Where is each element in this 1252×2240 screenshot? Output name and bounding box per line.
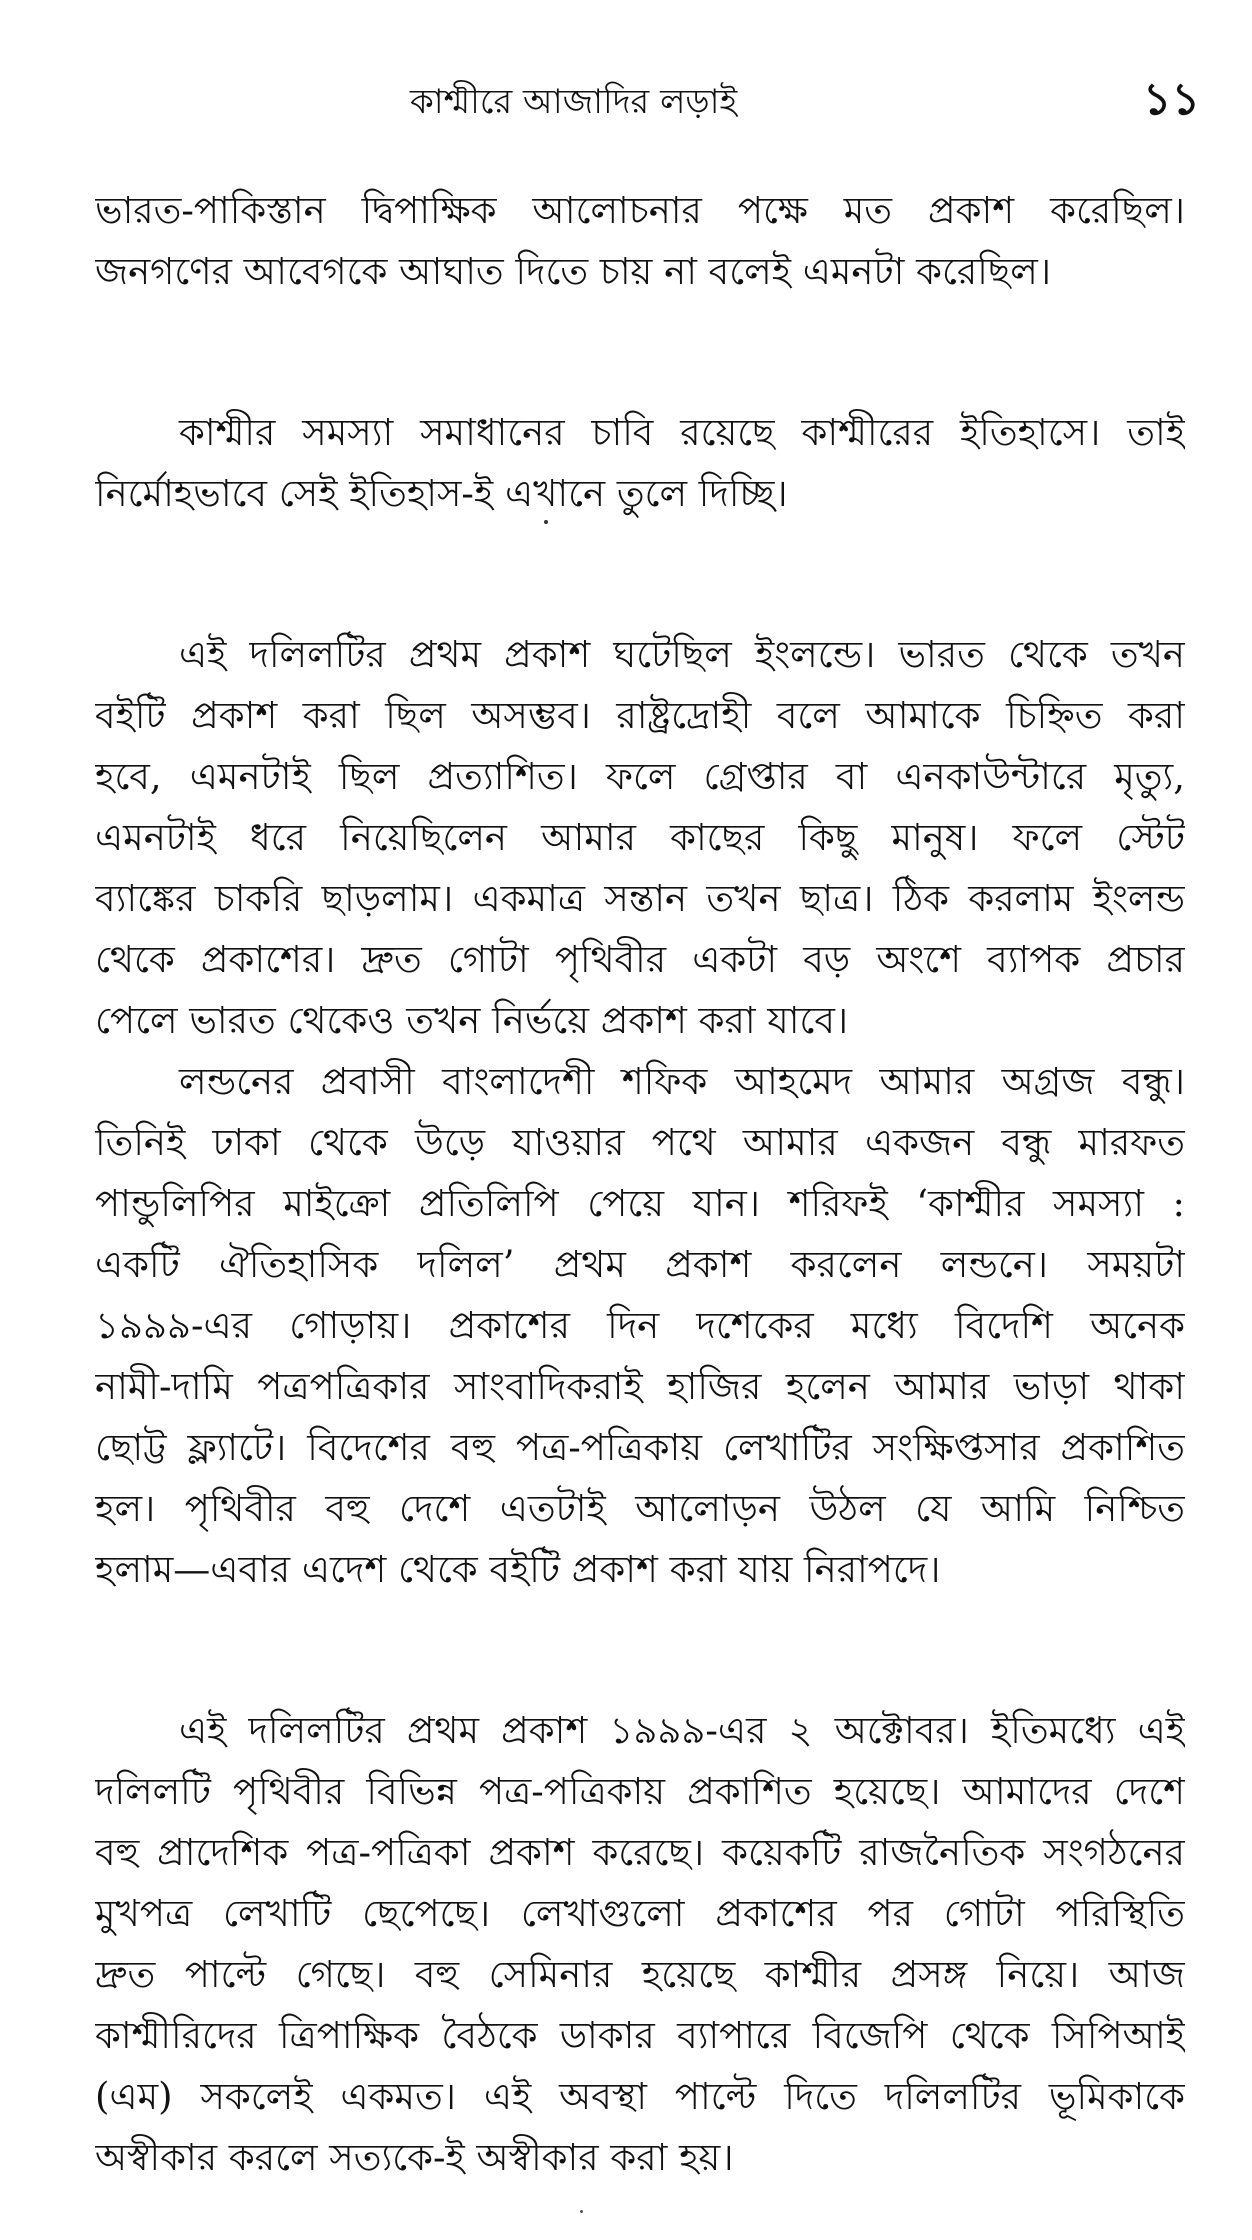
text-line: ছোট্ট ফ্ল্যাটে। বিদেশের বহু পত্র-পত্রিকায় লেখাটির সংক্ষিপ্তসার প্রকাশিত [95,1426,1185,1469]
text-line: এমনটাই ধরে নিয়েছিলেন আমার কাছের কিছু মানুষ। ফলে স্টেট [95,816,1185,859]
text-line: দলিলটি পৃথিবীর বিভিন্ন পত্র-পত্রিকায় প্রকাশিত হয়েছে। আমাদের দেশে [95,1770,1185,1813]
text-line: বহু প্রাদেশিক পত্র-পত্রিকা প্রকাশ করেছে। কয়েকটি রাজনৈতিক সংগঠনের [95,1831,1185,1874]
text-line: তিনিই ঢাকা থেকে উড়ে যাওয়ার পথে আমার একজন বন্ধু মারফত [95,1121,1185,1164]
paragraph [95,402,1185,524]
text-line: (এম) সকলেই একমত। এই অবস্থা পাল্টে দিতে দলিলটির ভূমিকাকে [95,2075,1185,2118]
paragraph [95,180,1185,302]
text-line: দ্রুত পাল্টে গেছে। বহু সেমিনার হয়েছে কাশ্মীর প্রসঙ্গ নিয়ে। আজ [95,1953,1185,1996]
paragraph [95,1700,1185,2188]
text-line: বইটি প্রকাশ করা ছিল অসম্ভব। রাষ্ট্রদ্রোহী বলে আমাকে চিহ্নিত করা [95,694,1185,737]
text-line: কাশ্মীরিদের ত্রিপাক্ষিক বৈঠকে ডাকার ব্যাপারে বিজেপি থেকে সিপিআই [95,2014,1185,2057]
text-line: পেলে ভারত থেকেও তখন নির্ভয়ে প্রকাশ করা যাবে। [95,999,849,1042]
text-line: মুখপত্র লেখাটি ছেপেছে। লেখাগুলো প্রকাশের পর গোটা পরিস্থিতি [95,1892,1185,1935]
text-line: একটি ঐতিহাসিক দলিল’ প্রথম প্রকাশ করলেন লন্ডনে। সময়টা [95,1243,1185,1286]
paragraph-gap [95,302,1185,402]
running-header [0,74,1252,128]
text-line: লন্ডনের প্রবাসী বাংলাদেশী শফিক আহমেদ আমার অগ্রজ বন্ধু। [179,1060,1185,1103]
paragraph [95,624,1185,1051]
print-speck [580,2210,583,2213]
paragraph-gap [95,524,1185,624]
text-line: জনগণের আবেগকে আঘাত দিতে চায় না বলেই এমনটা করেছিল। [95,250,1052,293]
text-line: হবে, এমনটাই ছিল প্রত্যাশিত। ফলে গ্রেপ্তার বা এনকাউন্টারে মৃত্যু, [95,755,1185,798]
body-text [95,180,1185,2188]
text-line: ব্যাঙ্কের চাকরি ছাড়লাম। একমাত্র সন্তান তখন ছাত্র। ঠিক করলাম ইংলন্ড [95,877,1185,920]
running-title: কাশ্মীরে আজাদির লড়াই [410,82,738,122]
text-line: হল। পৃথিবীর বহু দেশে এতটাই আলোড়ন উঠল যে আমি নিশ্চিত [95,1487,1185,1530]
text-line: ১৯৯৯-এর গোড়ায়। প্রকাশের দিন দশেকের মধ্যে বিদেশি অনেক [95,1304,1185,1347]
text-line: পান্ডুলিপির মাইক্রো প্রতিলিপি পেয়ে যান। শরিফই ‘কাশ্মীর সমস্যা : [95,1182,1185,1225]
text-line: ভারত-পাকিস্তান দ্বিপাক্ষিক আলোচনার পক্ষে মত প্রকাশ করেছিল। [95,189,1185,232]
text-line: এই দলিলটির প্রথম প্রকাশ ১৯৯৯-এর ২ অক্টোবর। ইতিমধ্যে এই [179,1709,1185,1752]
text-line: অস্বীকার করলে সত্যকে-ই অস্বীকার করা হয়। [95,2136,734,2179]
text-line: নামী-দামি পত্রপত্রিকার সাংবাদিকরাই হাজির হলেন আমার ভাড়া থাকা [95,1365,1185,1408]
page-number: ১১ [1142,74,1200,125]
text-line: থেকে প্রকাশের। দ্রুত গোটা পৃথিবীর একটা বড় অংশে ব্যাপক প্রচার [95,938,1185,981]
text-line: নির্মোহভাবে সেই ইতিহাস-ই এখানে তুলে দিচ্ছি। [95,472,788,515]
text-line: কাশ্মীর সমস্যা সমাধানের চাবি রয়েছে কাশ্মীরের ইতিহাসে। তাই [179,411,1185,454]
text-line: এই দলিলটির প্রথম প্রকাশ ঘটেছিল ইংলন্ডে। ভারত থেকে তখন [179,633,1185,676]
paragraph-gap [95,1600,1185,1700]
text-line: হলাম—এবার এদেশ থেকে বইটি প্রকাশ করা যায় নিরাপদে। [95,1548,941,1591]
paragraph [95,1051,1185,1600]
